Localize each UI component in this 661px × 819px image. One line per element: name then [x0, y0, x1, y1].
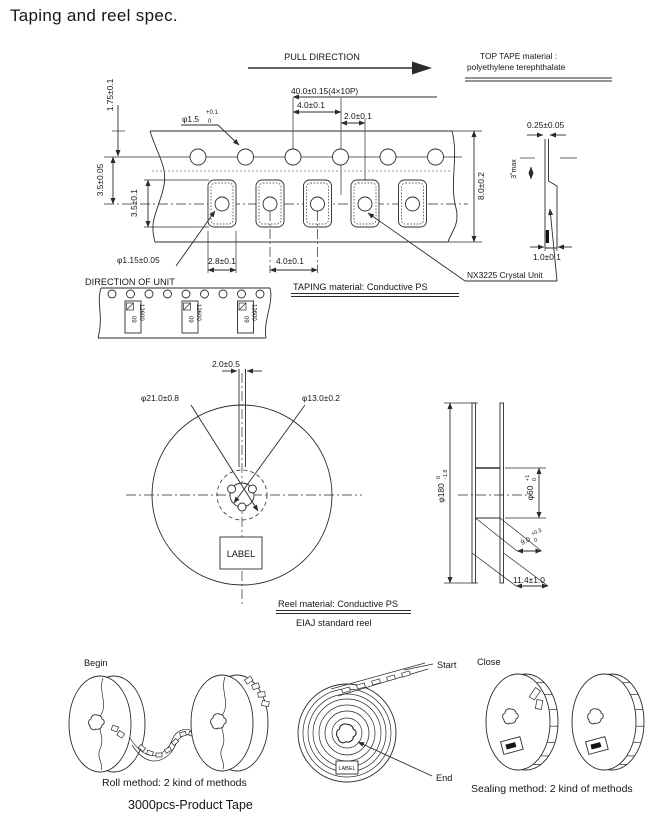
reel-side-view [436, 403, 548, 586]
taping-material-note [291, 282, 459, 297]
product-tape-label: 3000pcs-Product Tape [128, 798, 253, 812]
dim-3501-label: 3.5±0.1 [129, 189, 139, 217]
pocket-pitch-label: 4.0±0.1 [276, 256, 304, 266]
slot-width-label: 2.0±0.5 [212, 359, 240, 369]
svg-text:09: 09 [242, 316, 249, 323]
hub-window-dim [525, 475, 538, 501]
inner-width-dim [519, 528, 546, 550]
begin-label: Begin [84, 658, 108, 668]
reel-dia-dim [436, 470, 449, 503]
hub-dia-label: φ21.0±0.8 [141, 393, 179, 403]
sprocket-dia-callout [181, 110, 239, 145]
tape-spec-drawing [0, 35, 661, 355]
svg-text:9.0: 9.0 [519, 536, 532, 547]
sprocket-dia-tol-plus: +0.1 [206, 110, 218, 116]
top-tape-material-note [465, 51, 612, 81]
direction-of-unit-label: DIRECTION OF UNIT [85, 277, 175, 287]
center-hole-dia-label: φ13.0±0.2 [302, 393, 340, 403]
page-title: Taping and reel spec. [10, 6, 178, 25]
crystal-unit-label: NX3225 Crystal Unit [467, 270, 543, 280]
end-label: End [436, 773, 453, 783]
svg-text:09: 09 [187, 316, 193, 323]
peel-angle-label: 3˚max [511, 159, 518, 179]
dim-35005-label: 3.5±0.05 [95, 163, 105, 197]
dim-175-label: 1.75±0.1 [105, 78, 115, 112]
sealing-method-label: Sealing method: 2 kind of methods [471, 783, 633, 795]
svg-text:+0.3: +0.3 [530, 527, 543, 538]
reel-begin-right [191, 675, 269, 771]
reel-close-right [572, 674, 644, 770]
mini-sprocket-holes [108, 290, 264, 298]
wound-tape-group [298, 660, 457, 783]
direction-of-unit [85, 277, 271, 338]
reel-spec-drawing [0, 355, 661, 650]
pocket-width-label: 2.8±0.1 [208, 256, 236, 266]
reel-label-box: LABEL [226, 549, 256, 559]
spiral-label-box: LABEL [338, 766, 356, 772]
dim-2-label: 2.0±0.1 [344, 111, 372, 121]
svg-text:φ180: φ180 [436, 483, 446, 503]
roll-method-group [69, 658, 269, 812]
reel-front-view [126, 359, 362, 607]
top-tape-thickness-label: 0.25±0.05 [527, 120, 565, 130]
top-tape-material-line1: TOP TAPE material : [480, 51, 558, 61]
reel-material-note [276, 599, 411, 628]
start-label: Start [437, 660, 457, 670]
taping-material-label: TAPING material: Conductive PS [293, 282, 428, 292]
svg-text:0: 0 [533, 537, 539, 545]
standard-reel-label: EIAJ standard reel [296, 618, 372, 628]
svg-text:φ60: φ60 [525, 485, 535, 501]
svg-text:12600: 12600 [250, 304, 257, 321]
tape-width-dimension [446, 131, 486, 242]
reel-material-label: Reel material: Conductive PS [278, 599, 399, 609]
pull-direction-arrow [248, 52, 432, 75]
carrier-tape-band [104, 131, 468, 273]
reel-close-left [486, 674, 558, 770]
tape-cross-section [510, 120, 577, 262]
svg-text:12600: 12600 [195, 304, 201, 321]
dim-40-label: 40.0±0.15(4×10P) [291, 86, 359, 96]
svg-text:0: 0 [436, 475, 442, 479]
outer-width-label: 11.4±1.0 [513, 575, 545, 585]
unit-in-tape [125, 301, 144, 333]
sealing-method-group [471, 657, 644, 795]
packing-methods-drawing [0, 650, 661, 819]
pull-direction-label: PULL DIRECTION [284, 52, 360, 62]
crystal-unit-callout [368, 209, 557, 281]
top-tape-material-line2: polyethylene terephthalate [467, 62, 566, 72]
unit-marking-1: 12600 [138, 304, 144, 321]
svg-text:-1.8: -1.8 [443, 469, 449, 479]
svg-text:0: 0 [532, 477, 538, 481]
reel-begin-left [69, 676, 145, 772]
unit-marking-2: 09 [130, 316, 136, 323]
pocket-depth-label: 1.0±0.1 [533, 252, 561, 262]
svg-text:+1: +1 [525, 474, 531, 481]
close-label: Close [477, 657, 501, 667]
sprocket-dia-tol-minus: 0 [208, 119, 212, 125]
tape-width-label: 8.0±0.2 [476, 172, 486, 200]
dim-4-top-label: 4.0±0.1 [297, 100, 325, 110]
center-hole-dia-label: φ1.15±0.05 [117, 255, 160, 265]
unit-in-tape [182, 301, 201, 333]
unit-in-tape [238, 301, 257, 333]
roll-method-label: Roll method: 2 kind of methods [102, 777, 247, 789]
sprocket-dia-label: φ1.5 [182, 114, 200, 124]
